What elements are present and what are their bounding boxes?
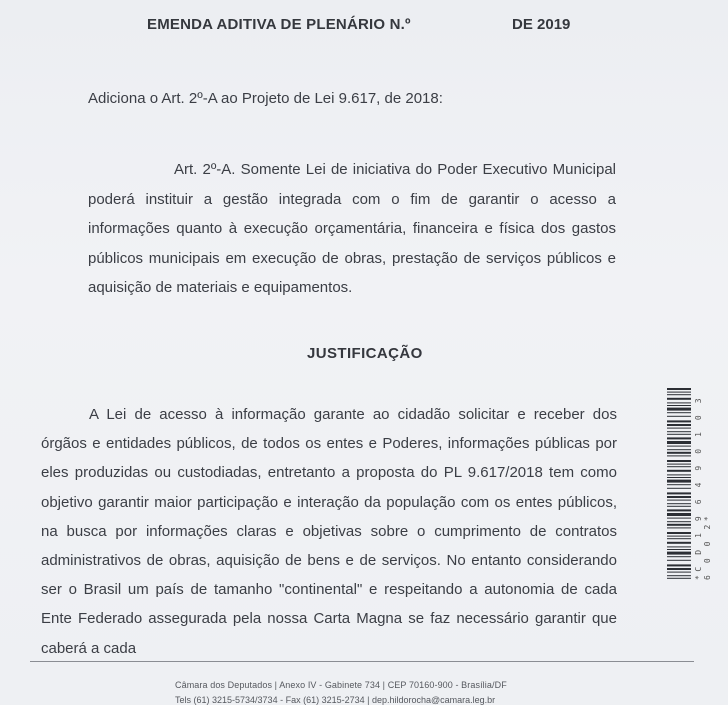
barcode-bar — [667, 392, 691, 393]
barcode-bar — [667, 568, 691, 570]
barcode-bar — [667, 405, 691, 406]
barcode-bar — [667, 402, 691, 403]
barcode-bar — [667, 521, 691, 522]
barcode-bar — [667, 506, 691, 507]
barcode — [667, 388, 691, 580]
justification-block — [41, 400, 617, 663]
barcode-bar — [667, 398, 691, 400]
barcode-bar — [667, 546, 691, 547]
barcode-bar — [667, 484, 691, 485]
barcode-bar — [667, 466, 691, 467]
barcode-bar — [667, 572, 691, 573]
ementa-text: Adiciona o Art. 2º-A ao Projeto de Lei 9.617, de 2018: — [88, 90, 443, 107]
barcode-bar — [667, 460, 691, 462]
barcode-bar — [667, 578, 691, 579]
amendment-title: EMENDA ADITIVA DE PLENÁRIO N.º — [147, 16, 411, 33]
barcode-bar — [667, 509, 691, 511]
justification-text: A Lei de acesso à informação garante ao cidadão solicitar e receber dos órgãos e entidades públicos, de todos os entes e Poderes, informações públicas por eles produzidas ou custodiadas, entretanto a proposta do PL 9.617/2018 tem como objetivo garantir maior participação e interação da população com os entes públicos, na busca por informações claras e objetivas sobre o cumprimento de contratos administrativos de obras, aquisição de bens e de serviços. No entanto considerando ser o Brasil um país de tamanho "continental" e respeitando a autonomia de cada Ente Federado assegurada pela nossa Carta Magna se faz necessário garantir que caberá a cada — [41, 406, 617, 657]
barcode-bar — [667, 560, 691, 561]
barcode-bar — [667, 420, 691, 422]
barcode-bar — [667, 416, 691, 417]
barcode-bar — [667, 536, 691, 537]
barcode-bar — [667, 480, 691, 483]
barcode-bar — [667, 513, 691, 516]
barcode-bar — [667, 441, 691, 444]
barcode-bar — [667, 477, 691, 478]
barcode-bar — [667, 518, 691, 519]
barcode-bar — [667, 492, 691, 494]
barcode-bar — [667, 412, 691, 413]
barcode-bar — [667, 575, 691, 576]
barcode-bar — [667, 470, 691, 472]
barcode-bar — [667, 437, 691, 439]
footer-address: Câmara dos Deputados | Anexo IV - Gabinete 734 | CEP 70160-900 - Brasília/DF — [175, 680, 507, 690]
article-block — [88, 155, 616, 303]
barcode-digits: *C D 1 9 6 4 9 0 1 0 3 6 0 0 2* — [694, 394, 712, 580]
barcode-bar — [667, 408, 691, 411]
barcode-bar — [667, 496, 691, 498]
barcode-bar — [667, 455, 691, 456]
barcode-bar — [667, 431, 691, 432]
barcode-bar — [667, 464, 691, 465]
barcode-bar — [667, 500, 691, 501]
article-text: Art. 2º-A. Somente Lei de iniciativa do Poder Executivo Municipal poderá instituir a gestão integrada com o fim de garantir o acesso a informações quanto à execução orçamentária, financeira e física dos gastos públicos municipais em execução de obras, prestação de serviços públicos e aquisição de materiais e equipamentos. — [88, 161, 616, 296]
barcode-bar — [667, 449, 691, 450]
barcode-bar — [667, 503, 691, 504]
barcode-bar — [667, 434, 691, 435]
barcode-bar — [667, 542, 691, 544]
footer-contact: Tels (61) 3215-5734/3734 - Fax (61) 3215-2734 | dep.hildorocha@camara.leg.br — [175, 695, 496, 705]
barcode-bar — [667, 452, 691, 454]
amendment-year: DE 2019 — [512, 16, 571, 33]
barcode-bar — [667, 388, 691, 390]
barcode-bar — [667, 564, 691, 566]
barcode-bar — [667, 446, 691, 447]
barcode-bar — [667, 524, 691, 526]
barcode-bar — [667, 552, 691, 555]
barcode-bar — [667, 474, 691, 475]
justification-heading: JUSTIFICAÇÃO — [307, 345, 423, 362]
barcode-bar — [667, 556, 691, 557]
barcode-bar — [667, 428, 691, 429]
footer-divider — [30, 661, 694, 662]
barcode-bar — [667, 549, 691, 550]
barcode-bar — [667, 538, 691, 539]
barcode-bar — [667, 394, 691, 395]
barcode-bar — [667, 532, 691, 534]
barcode-bar — [667, 527, 691, 528]
barcode-bar — [667, 424, 691, 426]
barcode-bar — [667, 488, 691, 489]
